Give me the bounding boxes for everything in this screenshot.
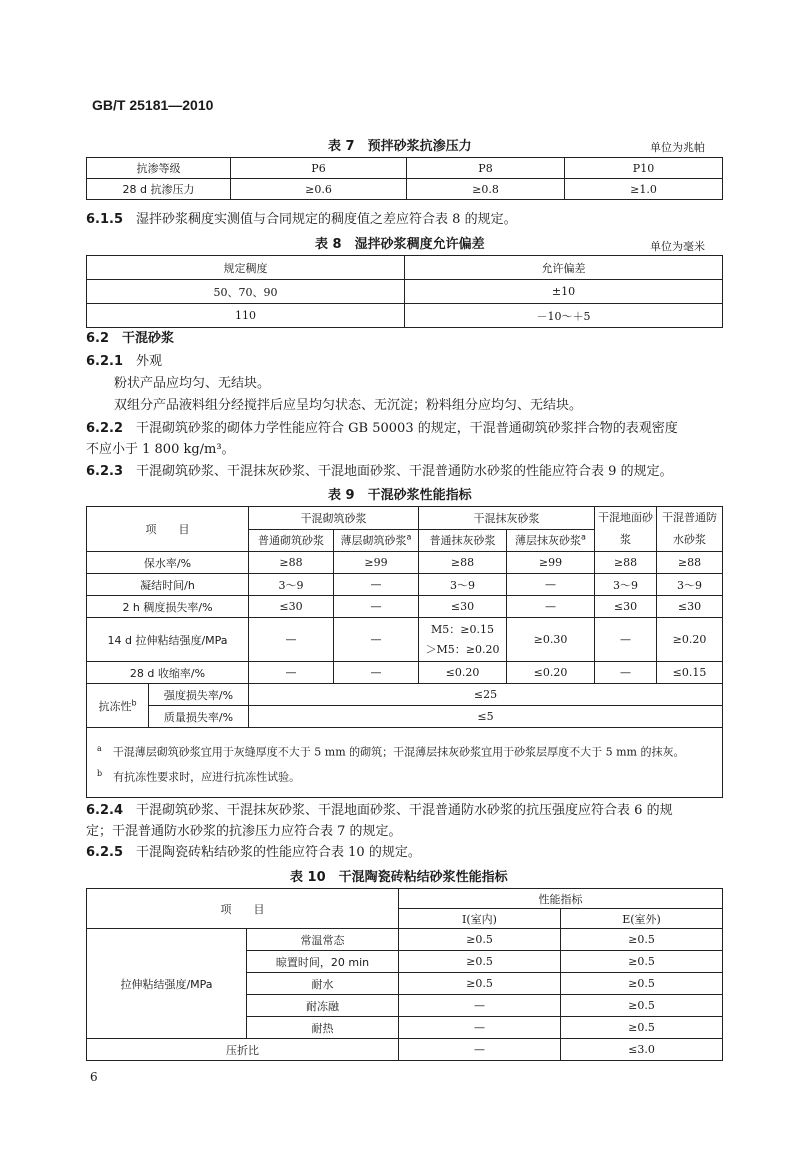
row-label: 14 d 拉伸粘结强度/MPa xyxy=(87,618,249,662)
cell: ≤30 xyxy=(657,596,723,618)
note-b xyxy=(95,765,720,786)
clause-6-2-2 xyxy=(86,419,678,439)
sub-label: 薄层砌筑砂浆 xyxy=(340,534,407,548)
clause-number: 6.1.5 xyxy=(86,212,124,227)
cell: — xyxy=(507,574,595,596)
table7 xyxy=(86,157,723,200)
table7-unit: 单位为兆帕 xyxy=(650,141,705,154)
clause-text: 湿拌砂浆稠度实测值与合同规定的稠度值之差应符合表 8 的规定。 xyxy=(136,212,517,227)
table-row xyxy=(87,929,723,951)
table10-head-indoor: I(室内) xyxy=(399,909,561,929)
cell: ≤30 xyxy=(595,596,657,618)
cell: — xyxy=(249,662,334,684)
table9-head-masonry: 干混砌筑砂浆 xyxy=(249,507,419,530)
cell: ≥0.30 xyxy=(507,618,595,662)
clause-6-2-1 xyxy=(86,352,162,372)
cell: — xyxy=(249,618,334,662)
cell: — xyxy=(595,662,657,684)
table7-head-p10: P10 xyxy=(565,158,723,179)
table9-caption: 表 9 干混砂浆性能指标 xyxy=(328,488,472,503)
table8-cell: 110 xyxy=(87,304,405,328)
clause-text: 不应小于 1 800 kg/m³。 xyxy=(86,442,235,457)
cell: — xyxy=(399,995,561,1017)
cell: ≥0.5 xyxy=(561,973,723,995)
cell: ≥0.5 xyxy=(561,995,723,1017)
clause-number: 6.2.1 xyxy=(86,354,124,369)
note-a xyxy=(95,740,720,761)
section-6-2 xyxy=(86,329,174,349)
row-label: 保水率/% xyxy=(87,552,249,574)
table10-head-perf: 性能指标 xyxy=(399,889,723,909)
frost-label xyxy=(87,684,149,728)
clause-6-2-4 xyxy=(86,801,673,821)
table8-unit: 单位为毫米 xyxy=(650,240,705,253)
footnote-mark: a xyxy=(581,532,586,542)
table7-cell: ≥1.0 xyxy=(565,179,723,200)
cell: — xyxy=(399,1017,561,1039)
cell: ≥0.5 xyxy=(561,951,723,973)
section-number: 6.2 xyxy=(86,331,110,346)
table-row xyxy=(87,574,723,596)
table-row xyxy=(87,1039,723,1061)
row-label: 耐冻融 xyxy=(247,995,399,1017)
cell: — xyxy=(595,618,657,662)
standard-number: GB/T 25181—2010 xyxy=(92,97,214,113)
page-number: 6 xyxy=(90,1070,98,1084)
table-row xyxy=(87,596,723,618)
table9-head-item: 项 目 xyxy=(87,507,249,552)
note-text: 有抗冻性要求时，应进行抗冻性试验。 xyxy=(113,770,301,784)
cell: ≤25 xyxy=(249,684,723,706)
cell: ≤30 xyxy=(419,596,507,618)
cell: — xyxy=(334,662,419,684)
table10-head-outdoor: E(室外) xyxy=(561,909,723,929)
cell: — xyxy=(334,574,419,596)
table9-head-floor: 干混地面砂浆 xyxy=(595,507,657,552)
section-title: 干混砂浆 xyxy=(122,331,175,346)
clause-text: 干混砌筑砂浆、干混抹灰砂浆、干混地面砂浆、干混普通防水砂浆的性能应符合表 9 的规定。 xyxy=(136,464,673,479)
table7-caption: 表 7 预拌砂浆抗渗压力 xyxy=(328,139,472,154)
cell: ≤30 xyxy=(249,596,334,618)
table7-cell: ≥0.8 xyxy=(407,179,565,200)
cell: ≥0.5 xyxy=(399,929,561,951)
cell: ≤0.20 xyxy=(419,662,507,684)
cell: ≥0.5 xyxy=(399,973,561,995)
cell: ≤3.0 xyxy=(561,1039,723,1061)
clause-number: 6.2.4 xyxy=(86,803,124,818)
cell: ≥88 xyxy=(249,552,334,574)
table-row xyxy=(87,706,723,728)
cell: — xyxy=(334,618,419,662)
table9-sub-thin-masonry xyxy=(334,529,419,552)
clause-text: 粉状产品应均匀、无结块。 xyxy=(114,376,271,391)
clause-title: 外观 xyxy=(136,354,163,369)
row-label: 晾置时间，20 min xyxy=(247,951,399,973)
sub-label: 薄层抹灰砂浆 xyxy=(515,534,582,548)
cell-line: M5：≥0.15 xyxy=(431,622,494,636)
table8-cell: －10～＋5 xyxy=(405,304,723,328)
cell: ≥88 xyxy=(595,552,657,574)
cell: 3～9 xyxy=(249,574,334,596)
row-label: 28 d 收缩率/% xyxy=(87,662,249,684)
table9-sub-ordinary-masonry: 普通砌筑砂浆 xyxy=(249,529,334,552)
table10-head-item: 项 目 xyxy=(87,889,399,929)
cell: 3～9 xyxy=(419,574,507,596)
table9-notes xyxy=(87,728,723,798)
row-label: 凝结时间/h xyxy=(87,574,249,596)
table8-head-consistency: 规定稠度 xyxy=(87,256,405,280)
group-label: 拉伸粘结强度/MPa xyxy=(87,929,247,1039)
table-row xyxy=(87,552,723,574)
table7-head-grade: 抗渗等级 xyxy=(87,158,231,179)
cell: ≥0.5 xyxy=(399,951,561,973)
footnote-mark: a xyxy=(97,743,102,753)
row-label: 质量损失率/% xyxy=(149,706,249,728)
table-row xyxy=(87,618,723,662)
table10 xyxy=(86,888,723,1061)
cell: — xyxy=(507,596,595,618)
row-label: 压折比 xyxy=(87,1039,399,1061)
clause-6-1-5 xyxy=(86,210,517,230)
table7-cell: ≥0.6 xyxy=(231,179,407,200)
table7-row-label: 28 d 抗渗压力 xyxy=(87,179,231,200)
footnote-mark: b xyxy=(131,697,137,707)
table8-caption: 表 8 湿拌砂浆稠度允许偏差 xyxy=(315,237,485,252)
clause-text: 干混陶瓷砖粘结砂浆的性能应符合表 10 的规定。 xyxy=(136,845,421,860)
frost-text: 抗冻性 xyxy=(98,699,132,713)
table9 xyxy=(86,506,723,798)
row-label: 耐热 xyxy=(247,1017,399,1039)
table-row xyxy=(87,662,723,684)
clause-text: 干混砌筑砂浆、干混抹灰砂浆、干混地面砂浆、干混普通防水砂浆的抗压强度应符合表 6 的规 xyxy=(136,803,673,818)
cell: ≥0.5 xyxy=(561,929,723,951)
cell: ≥99 xyxy=(507,552,595,574)
table9-head-plaster: 干混抹灰砂浆 xyxy=(419,507,595,530)
note-text: 干混薄层砌筑砂浆宜用于灰缝厚度不大于 5 mm 的砌筑；干混薄层抹灰砂浆宜用于砂浆层厚度不大于 5 mm 的抹灰。 xyxy=(112,745,685,759)
table7-head-p6: P6 xyxy=(231,158,407,179)
clause-text: 双组分产品液料组分经搅拌后应呈均匀状态、无沉淀；粉料组分应均匀、无结块。 xyxy=(114,398,583,413)
cell: ≤0.20 xyxy=(507,662,595,684)
table8-head-deviation: 允许偏差 xyxy=(405,256,723,280)
table7-head-p8: P8 xyxy=(407,158,565,179)
row-label: 常温常态 xyxy=(247,929,399,951)
table-row xyxy=(87,684,723,706)
footnote-mark: a xyxy=(406,532,412,542)
table8-cell: ±10 xyxy=(405,280,723,304)
cell: ≤0.15 xyxy=(657,662,723,684)
cell: 3～9 xyxy=(657,574,723,596)
table9-head-waterproof: 干混普通防水砂浆 xyxy=(657,507,723,552)
cell: ≥88 xyxy=(657,552,723,574)
row-label: 强度损失率/% xyxy=(149,684,249,706)
clause-text: 定；干混普通防水砂浆的抗渗压力应符合表 7 的规定。 xyxy=(86,824,402,839)
clause-text: 干混砌筑砂浆的砌体力学性能应符合 GB 50003 的规定，干混普通砌筑砂浆拌合物的表观密度 xyxy=(136,421,678,436)
row-label: 耐水 xyxy=(247,973,399,995)
table10-caption: 表 10 干混陶瓷砖粘结砂浆性能指标 xyxy=(290,870,508,885)
clause-number: 6.2.2 xyxy=(86,421,124,436)
notes-cell xyxy=(87,728,723,798)
clause-number: 6.2.5 xyxy=(86,845,124,860)
table9-sub-ordinary-plaster: 普通抹灰砂浆 xyxy=(419,529,507,552)
cell-line: ＞M5：≥0.20 xyxy=(425,642,500,656)
clause-6-2-5 xyxy=(86,843,421,863)
cell: ≥88 xyxy=(419,552,507,574)
row-label: 2 h 稠度损失率/% xyxy=(87,596,249,618)
table8 xyxy=(86,255,723,328)
cell xyxy=(419,618,507,662)
cell: ≥99 xyxy=(334,552,419,574)
cell: ≥0.20 xyxy=(657,618,723,662)
clause-number: 6.2.3 xyxy=(86,464,124,479)
cell: ≤5 xyxy=(249,706,723,728)
table9-sub-thin-plaster xyxy=(507,529,595,552)
cell: 3～9 xyxy=(595,574,657,596)
table8-cell: 50、70、90 xyxy=(87,280,405,304)
clause-6-2-3 xyxy=(86,462,673,482)
cell: — xyxy=(334,596,419,618)
footnote-mark: b xyxy=(97,768,103,778)
cell: ≥0.5 xyxy=(561,1017,723,1039)
cell: — xyxy=(399,1039,561,1061)
